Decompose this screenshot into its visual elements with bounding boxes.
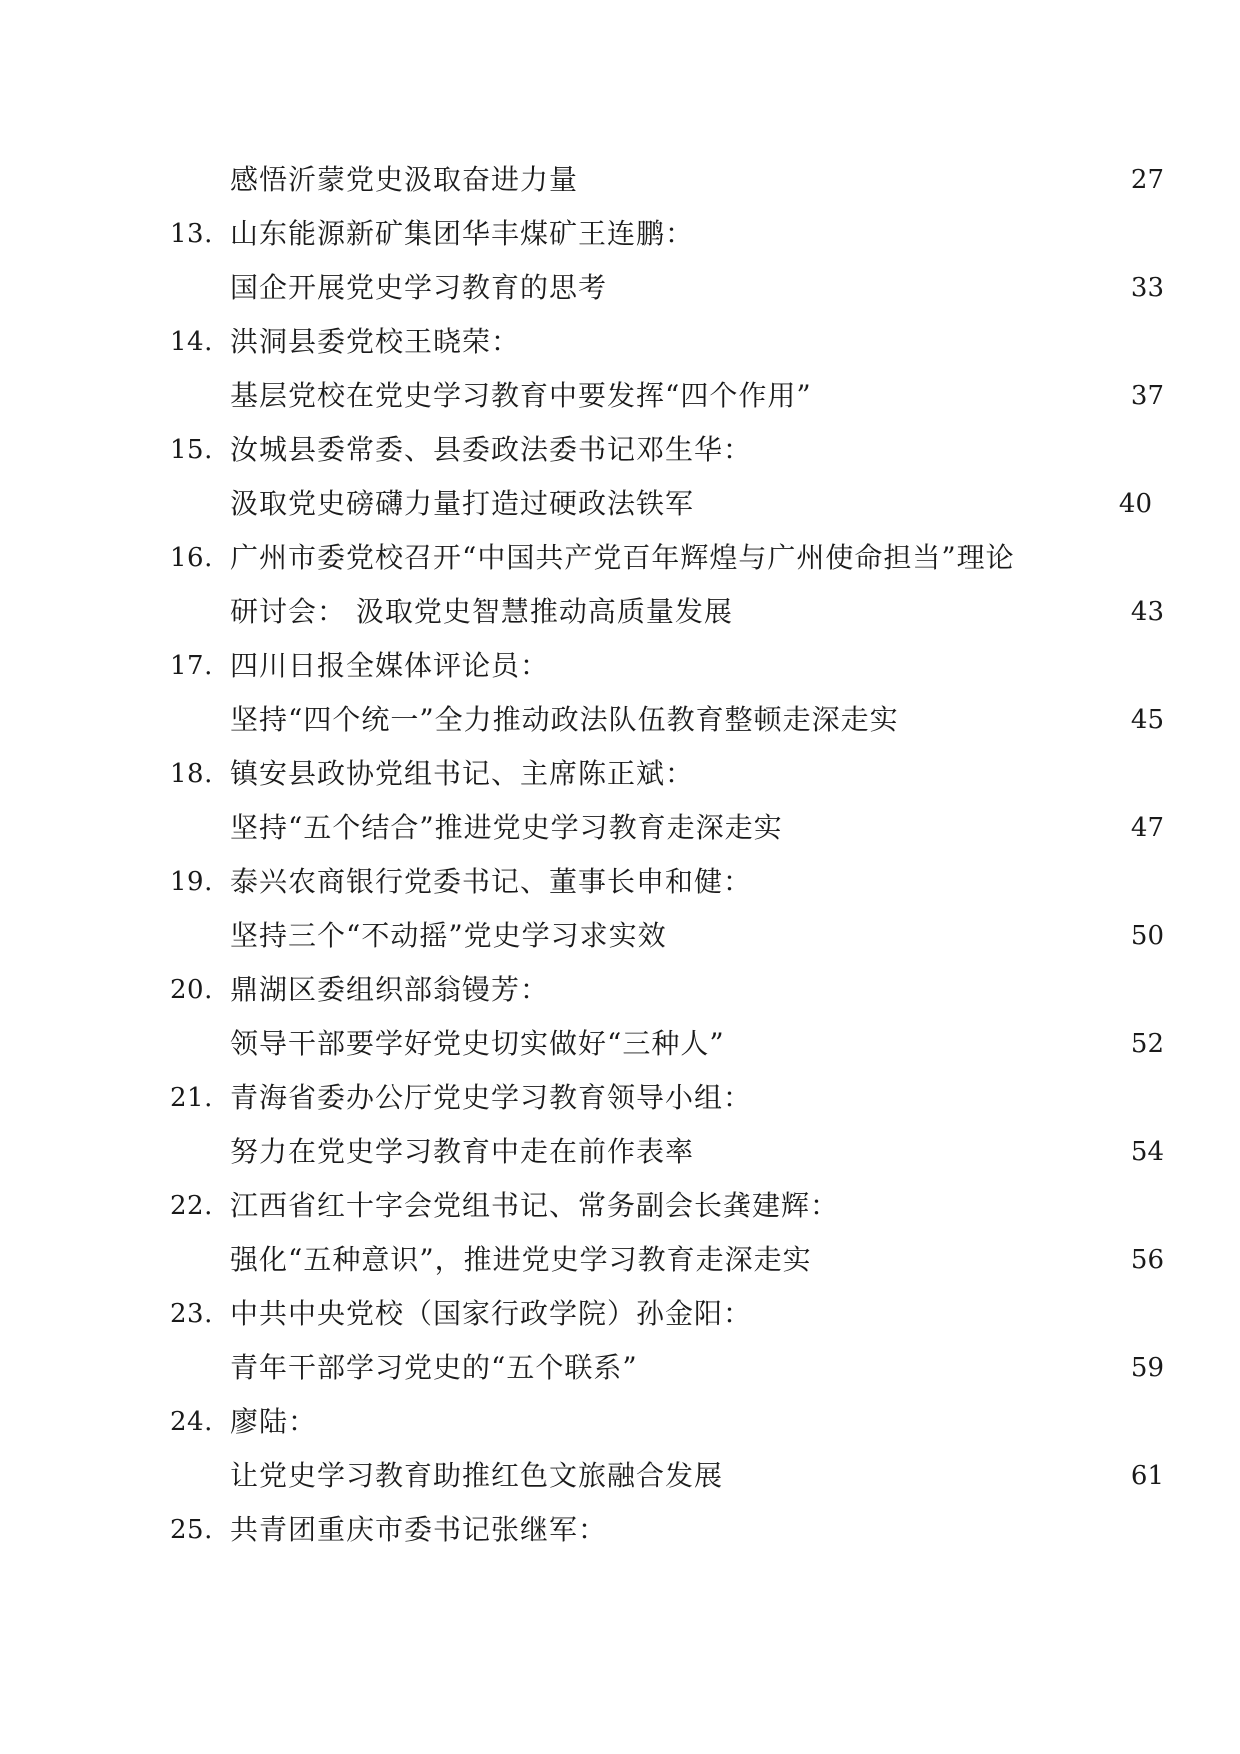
toc-entry <box>0 747 1240 855</box>
toc-entry-title-line <box>0 801 1240 855</box>
toc-entry-heading: 镇安县政协党组书记、主席陈正斌： <box>230 757 695 790</box>
toc-entry-title-line <box>0 1017 1240 1071</box>
toc-entry-title-line <box>0 477 1240 531</box>
toc-entry-title: 青年干部学习党史的“五个联系” <box>230 1351 638 1384</box>
toc-entry-title: 国企开展党史学习教育的思考 <box>230 271 608 304</box>
toc-entry-head-line <box>0 963 1240 1017</box>
toc-entry <box>0 855 1240 963</box>
toc-entry-title-line <box>0 369 1240 423</box>
toc-entry-number: 20. <box>170 975 213 1005</box>
toc-entry-title-line <box>0 261 1240 315</box>
toc-entry-number: 22. <box>170 1191 213 1221</box>
toc-entry-page: 59 <box>1130 1353 1164 1383</box>
toc-entry-number: 21. <box>170 1083 213 1113</box>
toc-entry-heading: 青海省委办公厅党史学习教育领导小组： <box>230 1081 753 1114</box>
toc-entry <box>0 531 1240 639</box>
toc-entry-title-line <box>0 153 1240 207</box>
toc-entry <box>0 1071 1240 1179</box>
toc-entry-heading: 中共中央党校（国家行政学院）孙金阳： <box>230 1297 753 1330</box>
toc-entry-title-line <box>0 693 1240 747</box>
toc-entry <box>0 639 1240 747</box>
toc-entry-title: 汲取党史磅礴力量打造过硬政法铁军 <box>230 487 695 520</box>
toc-entry-head-line <box>0 1179 1240 1233</box>
toc-entry-title-line <box>0 909 1240 963</box>
toc-entry-page: 33 <box>1130 273 1164 303</box>
toc-entry-number: 16. <box>170 543 213 573</box>
toc-entry-heading: 四川日报全媒体评论员： <box>230 649 550 682</box>
toc-entry-heading: 鼎湖区委组织部翁镘芳： <box>230 973 550 1006</box>
toc-entry <box>0 1287 1240 1395</box>
toc-entry <box>0 1179 1240 1287</box>
toc-entry-page: 56 <box>1130 1245 1164 1275</box>
toc-entry-title: 强化“五种意识”，推进党史学习教育走深走实 <box>230 1243 812 1276</box>
toc-entry-page: 61 <box>1130 1461 1164 1491</box>
toc-entry-heading: 共青团重庆市委书记张继军： <box>230 1513 608 1546</box>
toc-entry-heading: 江西省红十字会党组书记、常务副会长龚建辉： <box>230 1189 840 1222</box>
toc-entry-title-line <box>0 1233 1240 1287</box>
toc-entry-head-line <box>0 747 1240 801</box>
toc-entry-number: 13. <box>170 219 213 249</box>
toc-entry-head-line <box>0 315 1240 369</box>
toc-entry-title: 领导干部要学好党史切实做好“三种人” <box>230 1027 725 1060</box>
toc-entry-head-line <box>0 1287 1240 1341</box>
toc-entry-title: 努力在党史学习教育中走在前作表率 <box>230 1135 695 1168</box>
toc-entry <box>0 315 1240 423</box>
toc-entry-title: 坚持“四个统一”全力推动政法队伍教育整顿走深走实 <box>230 703 899 736</box>
toc-entry-page: 37 <box>1130 381 1164 411</box>
toc-entry-title: 感悟沂蒙党史汲取奋进力量 <box>230 163 579 196</box>
toc-entry-head-line <box>0 855 1240 909</box>
toc-entry-title: 研讨会： 汲取党史智慧推动高质量发展 <box>230 595 733 628</box>
toc-entry-page: 27 <box>1130 165 1164 195</box>
table-of-contents <box>0 153 1240 1557</box>
toc-entry-page: 40 <box>1118 489 1152 519</box>
toc-entry-head-line <box>0 1071 1240 1125</box>
toc-entry-title-line <box>0 585 1240 639</box>
toc-entry-head-line <box>0 207 1240 261</box>
toc-entry-title-line <box>0 1125 1240 1179</box>
toc-entry-page: 50 <box>1130 921 1164 951</box>
toc-entry <box>0 1395 1240 1503</box>
toc-entry-page: 43 <box>1130 597 1164 627</box>
toc-entry-heading: 汝城县委常委、县委政法委书记邓生华： <box>230 433 753 466</box>
toc-entry-number: 19. <box>170 867 213 897</box>
toc-entry-title: 坚持三个“不动摇”党史学习求实效 <box>230 919 667 952</box>
toc-entry-head-line <box>0 1395 1240 1449</box>
toc-entry-heading: 廖陆： <box>230 1405 318 1438</box>
toc-entry <box>0 423 1240 531</box>
toc-entry-title: 让党史学习教育助推红色文旅融合发展 <box>230 1459 724 1492</box>
toc-entry-number: 24. <box>170 1407 213 1437</box>
toc-entry-page: 45 <box>1130 705 1164 735</box>
toc-entry-title: 坚持“五个结合”推进党史学习教育走深走实 <box>230 811 783 844</box>
toc-entry-head-line <box>0 531 1240 585</box>
toc-entry <box>0 207 1240 315</box>
toc-entry-number: 23. <box>170 1299 213 1329</box>
toc-entry-heading: 广州市委党校召开“中国共产党百年辉煌与广州使命担当”理论 <box>230 541 1015 574</box>
toc-entry-number: 18. <box>170 759 213 789</box>
toc-entry-title: 基层党校在党史学习教育中要发挥“四个作用” <box>230 379 812 412</box>
toc-entry-page: 54 <box>1130 1137 1164 1167</box>
toc-entry-number: 25. <box>170 1515 213 1545</box>
toc-entry-title-line <box>0 1449 1240 1503</box>
toc-entry-head-line <box>0 1503 1240 1557</box>
toc-entry-heading: 洪洞县委党校王晓荣： <box>230 325 521 358</box>
toc-entry <box>0 963 1240 1071</box>
toc-entry-heading: 泰兴农商银行党委书记、董事长申和健： <box>230 865 753 898</box>
toc-entry-heading: 山东能源新矿集团华丰煤矿王连鹏： <box>230 217 695 250</box>
toc-entry-number: 14. <box>170 327 213 357</box>
toc-entry-page: 47 <box>1130 813 1164 843</box>
toc-entry-page: 52 <box>1130 1029 1164 1059</box>
toc-entry-title-line <box>0 1341 1240 1395</box>
toc-entry-head-line <box>0 423 1240 477</box>
toc-entry-head-line <box>0 639 1240 693</box>
toc-entry-number: 15. <box>170 435 213 465</box>
toc-entry-number: 17. <box>170 651 213 681</box>
